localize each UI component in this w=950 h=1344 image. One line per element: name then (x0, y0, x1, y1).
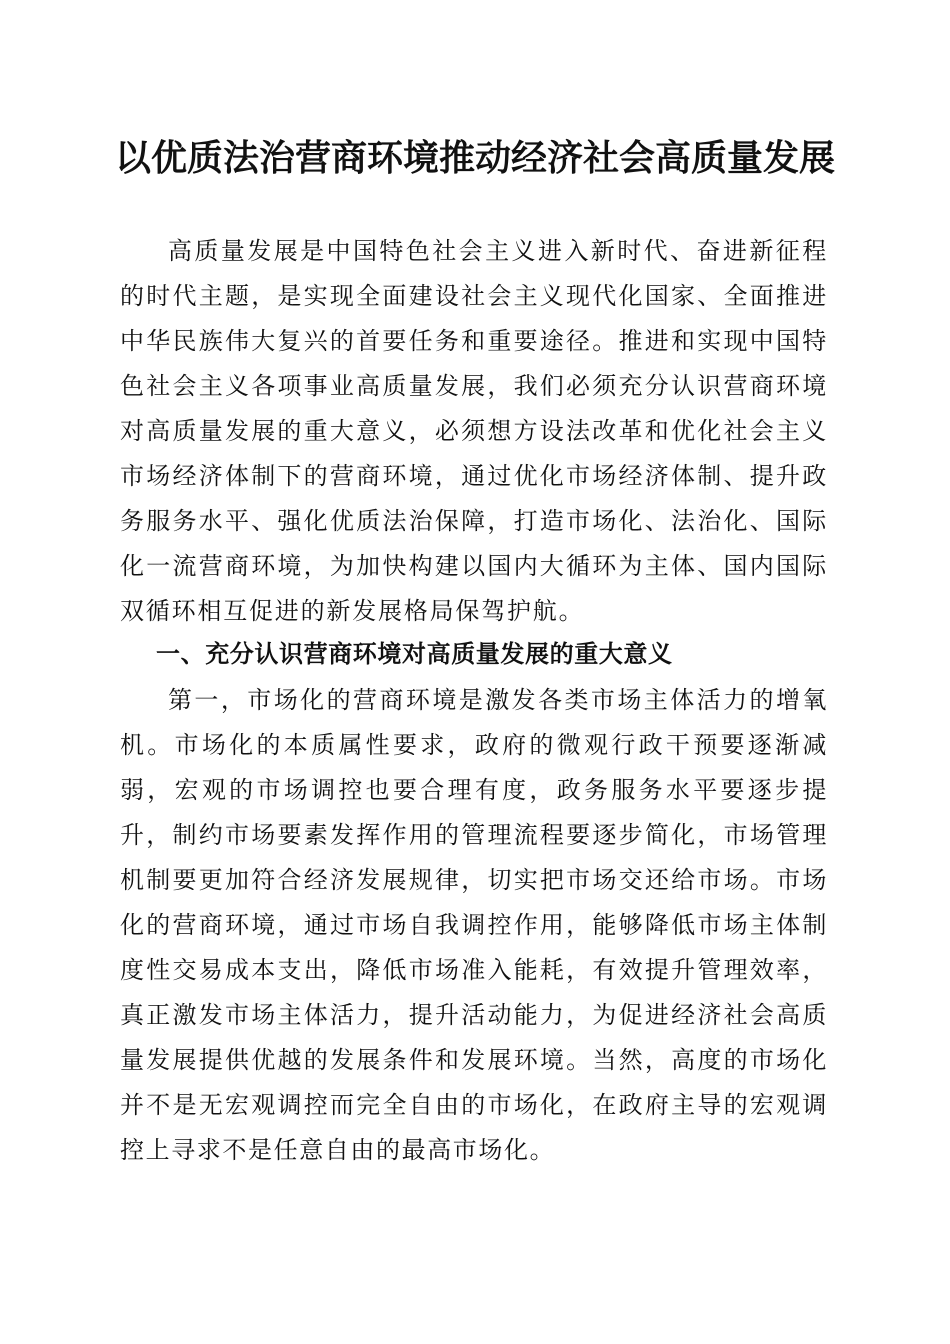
document-title: 以优质法治营商环境推动经济社会高质量发展 (114, 137, 835, 179)
intro-paragraph: 高质量发展是中国特色社会主义进入新时代、奋进新征程的时代主题，是实现全面建设社会主义现代化国家、全面推进中华民族伟大复兴的首要任务和重要途径。推进和实现中国特色社会主义各项事业高质量发展，我们必须充分认识营商环境对高质量发展的重大意义，必须想方设法改革和优化社会主义市场经济体制下的营商环境，通过优化市场经济体制、提升政务服务水平、强化优质法治保障，打造市场化、法治化、国际化一流营商环境，为加快构建以国内大循环为主体、国内国际双循环相互促进的新发展格局保驾护航。 (120, 237, 828, 625)
section-heading: 一、充分认识营商环境对高质量发展的重大意义 (156, 640, 673, 668)
section-paragraph: 第一，市场化的营商环境是激发各类市场主体活力的增氧机。市场化的本质属性要求，政府的微观行政干预要逐渐减弱，宏观的市场调控也要合理有度，政务服务水平要逐步提升，制约市场要素发挥作用的管理流程要逐步简化，市场管理机制要更加符合经济发展规律，切实把市场交还给市场。市场化的营商环境，通过市场自我调控作用，能够降低市场主体制度性交易成本支出，降低市场准入能耗，有效提升管理效率，真正激发市场主体活力，提升活动能力，为促进经济社会高质量发展提供优越的发展条件和发展环境。当然，高度的市场化并不是无宏观调控而完全自由的市场化，在政府主导的宏观调控上寻求不是任意自由的最高市场化。 (120, 686, 828, 1164)
